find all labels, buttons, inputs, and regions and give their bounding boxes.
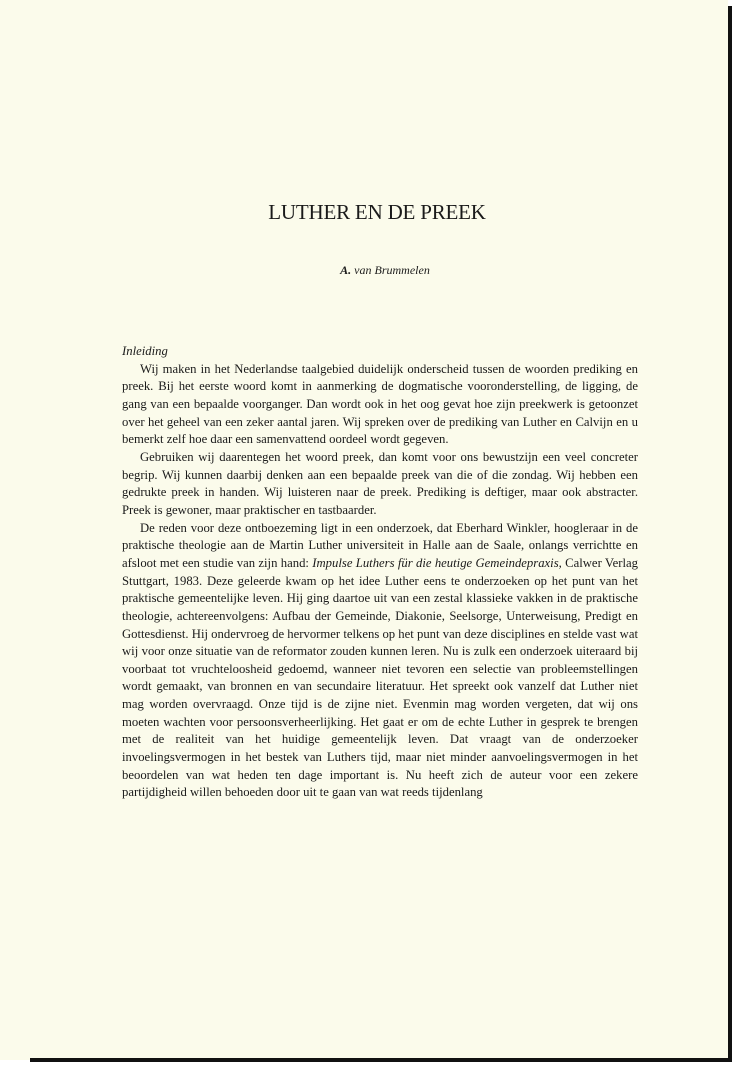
page-edge-bottom	[30, 1058, 732, 1062]
author-initial: A.	[340, 263, 352, 277]
book-title-emphasis: Impulse Luthers für die heutige Gemeindepraxis,	[312, 555, 562, 570]
paragraph-3-text-after: Calwer Verlag Stuttgart, 1983. Deze geleerde kwam op het idee Luther eens te onderzoeken op het punt van het praktische gemeentelijke leven. Hij ging daartoe uit van een zestal klassieke vakken in de praktische theologie, achtereenvolgens: Aufbau der Gemeinde, Diakonie, Seelsorge, Unterweisung, Predigt en Gottesdienst. Hij ondervroeg de hervormer telkens op het punt van deze disciplines en stelde vast wat wij voor onze situatie van de reformator zouden kunnen leren. Nu is zulk een onderzoek uiteraard bij voorbaat tot vruchteloosheid gedoemd, wanneer niet tevoren een selectie van probleemstellingen wordt gemaakt, van bronnen en van secundaire literatuur. Het spreekt ook vanzelf dat Luther niet mag worden overvraagd. Onze tijd is de zijne niet. Evenmin mag worden vergeten, dat wij ons moeten wachten voor persoonsverheerlijking. Het gaat er om de echte Luther in gesprek te brengen met de realiteit van het huidige gemeentelijk leven. Dat vraagt van de onderzoeker invoelingsvermogen in het bestek van Luthers tijd, maar niet minder aanvoelingsvermogen in het beoordelen van wat heden ten dage important is. Nu heeft zich de auteur voor een zekere partijdigheid willen behoeden door uit te gaan van wat reeds tijdenlang	[122, 555, 638, 800]
article-body	[122, 343, 638, 802]
paragraph-2: Gebruiken wij daarentegen het woord preek, dan komt voor ons bewustzijn een veel concreter begrip. Wij kunnen daarbij denken aan een bepaalde preek van die of die zondag. Wij hebben een gedrukte preek in handen. Wij luisteren naar de preek. Prediking is deftiger, maar ook abstracter. Preek is gewoner, maar praktischer en tastbaarder.	[122, 449, 638, 517]
article-title: LUTHER EN DE PREEK	[268, 200, 486, 224]
author-line	[0, 263, 738, 278]
paragraph-3	[122, 520, 638, 803]
page-edge-right	[728, 6, 732, 1062]
paragraph-3-text-before: De reden voor deze ontboezeming ligt in een onderzoek, dat Eberhard Winkler, hoogleraar in de praktische theologie aan de Martin Luther universiteit in Halle aan de Saale, onlangs verrichtte en afsloot met een studie van zijn hand:	[122, 520, 638, 570]
paragraph-1: Wij maken in het Nederlandse taalgebied duidelijk onderscheid tussen de woorden prediking en preek. Bij het eerste woord komt in aanmerking de dogmatische vooronderstelling, de ligging, de gang van een bepaalde voorganger. Dan wordt ook in het oog gevat hoe zijn preekwerk is getoonzet over het geheel van een zeker aantal jaren. Wij spreken over de prediking van Luther en Calvijn en u bemerkt zelf hoe daar een samenvattend oordeel wordt gegeven.	[122, 361, 638, 447]
author-name: van Brummelen	[354, 263, 430, 277]
section-heading: Inleiding	[122, 344, 168, 358]
